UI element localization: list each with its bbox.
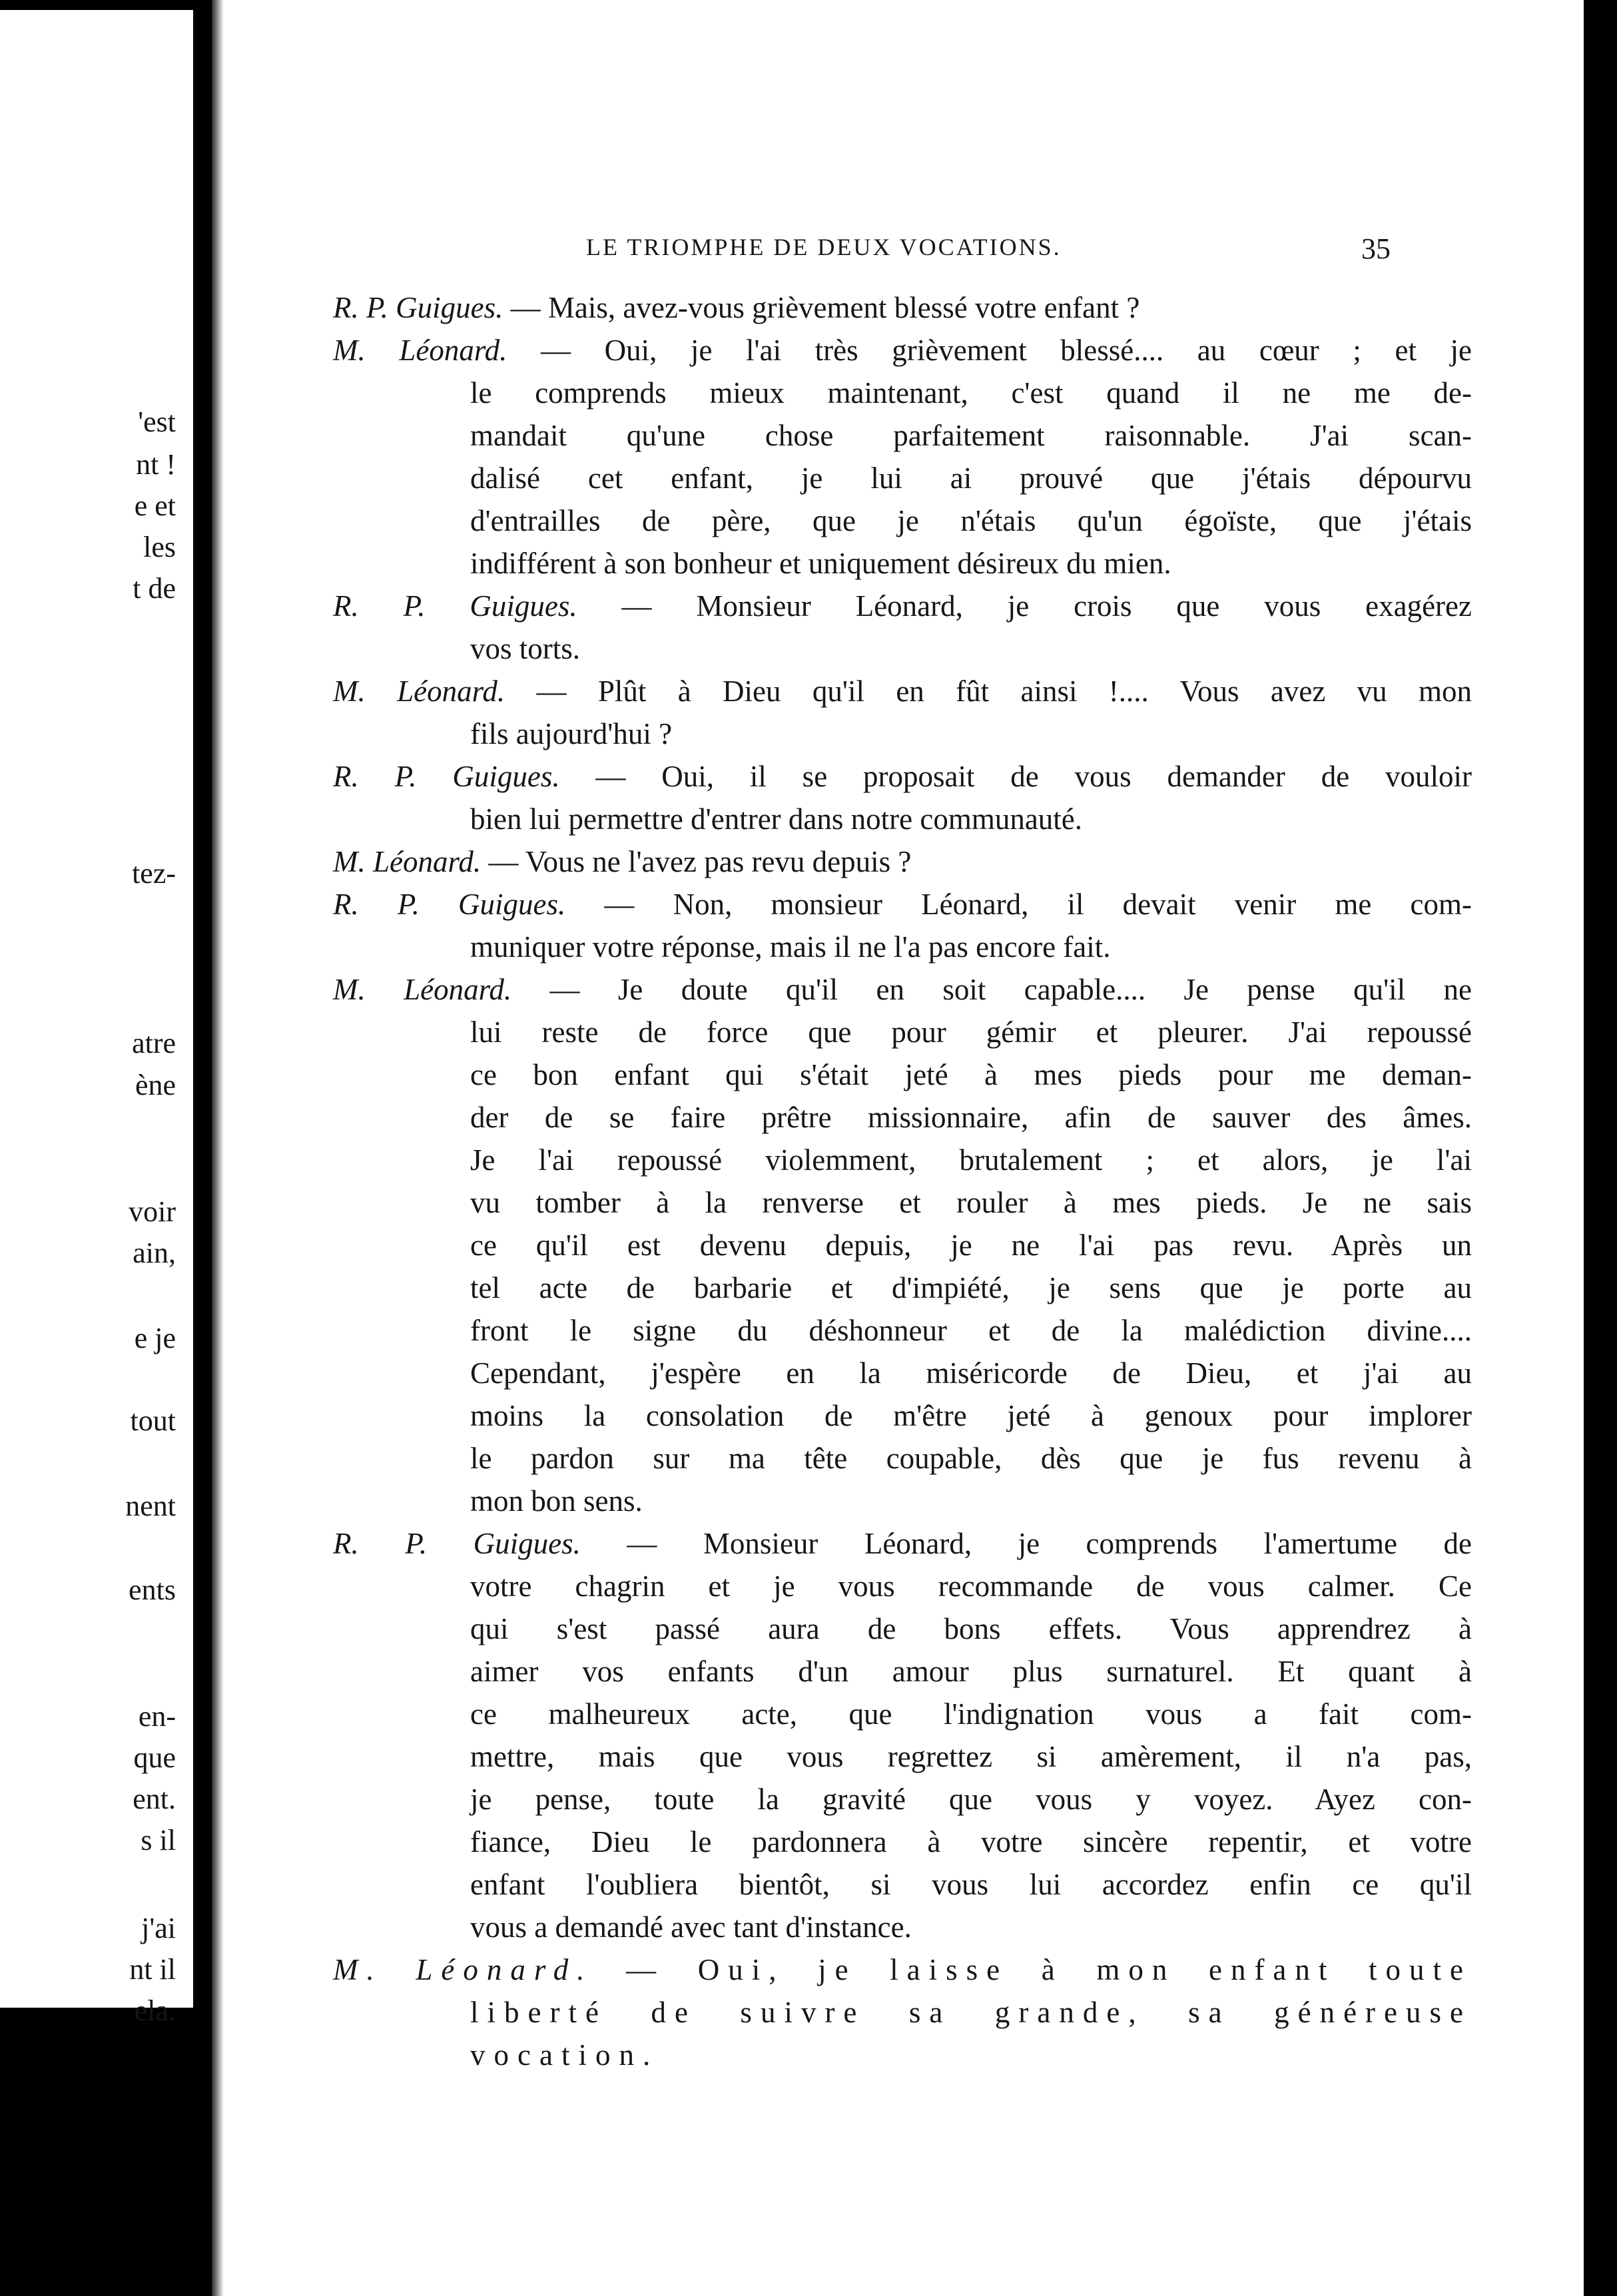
text-line xyxy=(333,2034,1472,2076)
line-text: fiance, Dieu le pardonnera à votre sincère repentir, et votre xyxy=(470,1825,1472,1859)
line-text: front le signe du déshonneur et de la malédiction divine.... xyxy=(470,1314,1472,1347)
speaker-name: M. Léonard. xyxy=(333,334,507,367)
line-text: — Monsieur Léonard, je comprends l'amertume de xyxy=(627,1527,1472,1560)
text-line xyxy=(333,1480,1472,1522)
line-text: — Oui, je laisse à mon enfant toute xyxy=(626,1953,1472,1986)
line-text: vu tomber à la renverse et rouler à mes pieds. Je ne sais xyxy=(470,1186,1472,1219)
dialogue-turn xyxy=(333,286,1472,329)
text-line xyxy=(333,1821,1472,1863)
text-line xyxy=(333,1224,1472,1267)
speaker-name: M. Léonard. xyxy=(333,1953,593,1986)
text-line xyxy=(333,1778,1472,1821)
line-text: — Monsieur Léonard, je crois que vous exagérez xyxy=(621,589,1472,623)
speaker-name: M. Léonard. xyxy=(333,675,505,708)
dialogue-turn xyxy=(333,670,1472,755)
text-line xyxy=(333,1522,1472,1565)
line-text: votre chagrin et je vous recommande de vous calmer. Ce xyxy=(470,1570,1472,1603)
line-text: moins la consolation de m'être jeté à genoux pour implorer xyxy=(470,1399,1472,1432)
text-line xyxy=(333,1906,1472,1948)
text-line xyxy=(333,499,1472,542)
line-text: vocation. xyxy=(470,2038,659,2072)
text-line xyxy=(333,414,1472,457)
line-text: Cependant, j'espère en la miséricorde de Dieu, et j'ai au xyxy=(470,1356,1472,1390)
text-line xyxy=(333,1309,1472,1352)
speaker-name: R. P. Guigues. xyxy=(333,888,566,921)
facing-page-text-fragment: en- xyxy=(138,1700,176,1733)
text-line xyxy=(333,1267,1472,1309)
facing-page-text-fragment: les xyxy=(143,531,176,563)
line-text: qui s'est passé aura de bons effets. Vous apprendrez à xyxy=(470,1612,1472,1645)
text-line xyxy=(333,1650,1472,1693)
facing-page-text-fragment: ela. xyxy=(134,1994,176,2027)
dialogue-turn xyxy=(333,883,1472,968)
book-page xyxy=(212,0,1584,2296)
text-line xyxy=(333,1352,1472,1394)
line-text: indifférent à son bonheur et uniquement désireux du mien. xyxy=(470,547,1171,580)
line-text: der de se faire prêtre missionnaire, afin de sauver des âmes. xyxy=(470,1101,1472,1134)
text-line xyxy=(333,1181,1472,1224)
line-text: — Plût à Dieu qu'il en fût ainsi !.... Vous avez vu mon xyxy=(536,675,1472,708)
page-header xyxy=(212,232,1584,278)
line-text: liberté de suivre sa grande, sa généreuse xyxy=(470,1996,1472,2029)
line-text: enfant l'oubliera bientôt, si vous lui accordez enfin ce qu'il xyxy=(470,1868,1472,1901)
dialogue-turn xyxy=(333,1522,1472,1948)
line-text: — Mais, avez-vous grièvement blessé votre enfant ? xyxy=(510,291,1140,324)
text-line xyxy=(333,329,1472,372)
speaker-name: R. P. Guigues. xyxy=(333,589,577,623)
line-text: aimer vos enfants d'un amour plus surnaturel. Et quant à xyxy=(470,1655,1472,1688)
text-line xyxy=(333,585,1472,627)
line-text: bien lui permettre d'entrer dans notre communauté. xyxy=(470,802,1083,836)
facing-page-text-fragment: voir xyxy=(129,1195,176,1228)
facing-page-text-fragment: 'est xyxy=(138,406,176,438)
text-line xyxy=(333,1053,1472,1096)
speaker-name: R. P. Guigues. xyxy=(333,1527,581,1560)
text-line xyxy=(333,713,1472,755)
line-text: vos torts. xyxy=(470,632,581,665)
line-text: lui reste de force que pour gémir et pleurer. J'ai repoussé xyxy=(470,1015,1472,1049)
line-text: — Vous ne l'avez pas revu depuis ? xyxy=(488,845,912,878)
text-line xyxy=(333,1565,1472,1607)
text-line xyxy=(333,755,1472,798)
facing-page-text-fragment: e je xyxy=(134,1322,176,1354)
facing-page-text-fragment: j'ai xyxy=(141,1912,176,1944)
facing-page-text-fragment: ent. xyxy=(133,1783,176,1815)
line-text: le comprends mieux maintenant, c'est quand il ne me de- xyxy=(470,376,1472,410)
line-text: — Non, monsieur Léonard, il devait venir me com- xyxy=(604,888,1472,921)
facing-page-text-fragment: nt il xyxy=(129,1953,176,1986)
page-number: 35 xyxy=(1361,232,1391,265)
text-line xyxy=(333,1394,1472,1437)
speaker-name: R. P. Guigues. xyxy=(333,760,560,793)
line-text: — Oui, je l'ai très grièvement blessé.... au cœur ; et je xyxy=(541,334,1472,367)
text-line xyxy=(333,926,1472,968)
text-line xyxy=(333,840,1472,883)
text-line xyxy=(333,286,1472,329)
line-text: le pardon sur ma tête coupable, dès que je fus revenu à xyxy=(470,1442,1472,1475)
line-text: Je l'ai repoussé violemment, brutalement ; et alors, je l'ai xyxy=(470,1143,1472,1177)
speaker-name: R. P. Guigues. xyxy=(333,291,503,324)
line-text: dalisé cet enfant, je lui ai prouvé que j'étais dépourvu xyxy=(470,461,1472,495)
text-line xyxy=(333,670,1472,713)
text-line xyxy=(333,968,1472,1011)
text-line xyxy=(333,542,1472,585)
line-text: — Oui, il se proposait de vous demander de vouloir xyxy=(595,760,1472,793)
dialogue-turn xyxy=(333,968,1472,1522)
facing-page-text-fragment: nt ! xyxy=(136,448,176,481)
line-text: je pense, toute la gravité que vous y voyez. Ayez con- xyxy=(470,1783,1472,1816)
line-text: — Je doute qu'il en soit capable.... Je pense qu'il ne xyxy=(549,973,1472,1006)
facing-page-text-fragment: e et xyxy=(134,489,176,522)
facing-page-text-fragment: tez- xyxy=(132,857,176,890)
facing-page-text-fragment: tout xyxy=(130,1404,176,1437)
page-gutter-shadow xyxy=(212,0,224,2296)
facing-page-text-fragment: nent xyxy=(125,1490,176,1522)
text-line xyxy=(333,1139,1472,1181)
line-text: ce malheureux acte, que l'indignation vous a fait com- xyxy=(470,1697,1472,1731)
dialogue-text xyxy=(333,286,1472,2076)
line-text: vous a demandé avec tant d'instance. xyxy=(470,1910,912,1944)
facing-page-text-fragment: ène xyxy=(135,1069,176,1101)
line-text: muniquer votre réponse, mais il ne l'a pas encore fait. xyxy=(470,930,1111,964)
text-line xyxy=(333,1437,1472,1480)
facing-page-text-fragment: ents xyxy=(129,1574,176,1606)
text-line xyxy=(333,1863,1472,1906)
line-text: tel acte de barbarie et d'impiété, je sens que je porte au xyxy=(470,1271,1472,1304)
text-line xyxy=(333,1991,1472,2034)
dialogue-turn xyxy=(333,1948,1472,2076)
facing-page-text-fragment: que xyxy=(133,1741,176,1774)
text-line xyxy=(333,1011,1472,1053)
facing-page-text-fragment: atre xyxy=(132,1027,176,1059)
speaker-name: M. Léonard. xyxy=(333,973,512,1006)
dialogue-turn xyxy=(333,585,1472,670)
facing-page-text-fragment: ain, xyxy=(133,1237,176,1269)
text-line xyxy=(333,372,1472,414)
text-line xyxy=(333,1096,1472,1139)
running-title: LE TRIOMPHE DE DEUX VOCATIONS. xyxy=(586,234,1062,260)
line-text: fils aujourd'hui ? xyxy=(470,717,673,750)
facing-page-text-fragment: s il xyxy=(141,1824,176,1857)
dialogue-turn xyxy=(333,329,1472,585)
line-text: mon bon sens. xyxy=(470,1484,643,1518)
text-line xyxy=(333,1693,1472,1735)
line-text: d'entrailles de père, que je n'étais qu'un égoïste, que j'étais xyxy=(470,504,1472,537)
facing-page-text-fragment: t de xyxy=(133,572,176,605)
text-line xyxy=(333,1735,1472,1778)
dialogue-turn xyxy=(333,840,1472,883)
text-line xyxy=(333,798,1472,840)
text-line xyxy=(333,457,1472,499)
dialogue-turn xyxy=(333,755,1472,840)
line-text: mettre, mais que vous regrettez si amèrement, il n'a pas, xyxy=(470,1740,1472,1773)
line-text: ce qu'il est devenu depuis, je ne l'ai pas revu. Après un xyxy=(470,1229,1472,1262)
facing-page-fragment xyxy=(0,10,193,2027)
line-text: mandait qu'une chose parfaitement raisonnable. J'ai scan- xyxy=(470,419,1472,452)
speaker-name: M. Léonard. xyxy=(333,845,482,878)
text-line xyxy=(333,627,1472,670)
text-line xyxy=(333,1948,1472,1991)
text-line xyxy=(333,1607,1472,1650)
text-line xyxy=(333,883,1472,926)
line-text: ce bon enfant qui s'était jeté à mes pieds pour me deman- xyxy=(470,1058,1472,1091)
